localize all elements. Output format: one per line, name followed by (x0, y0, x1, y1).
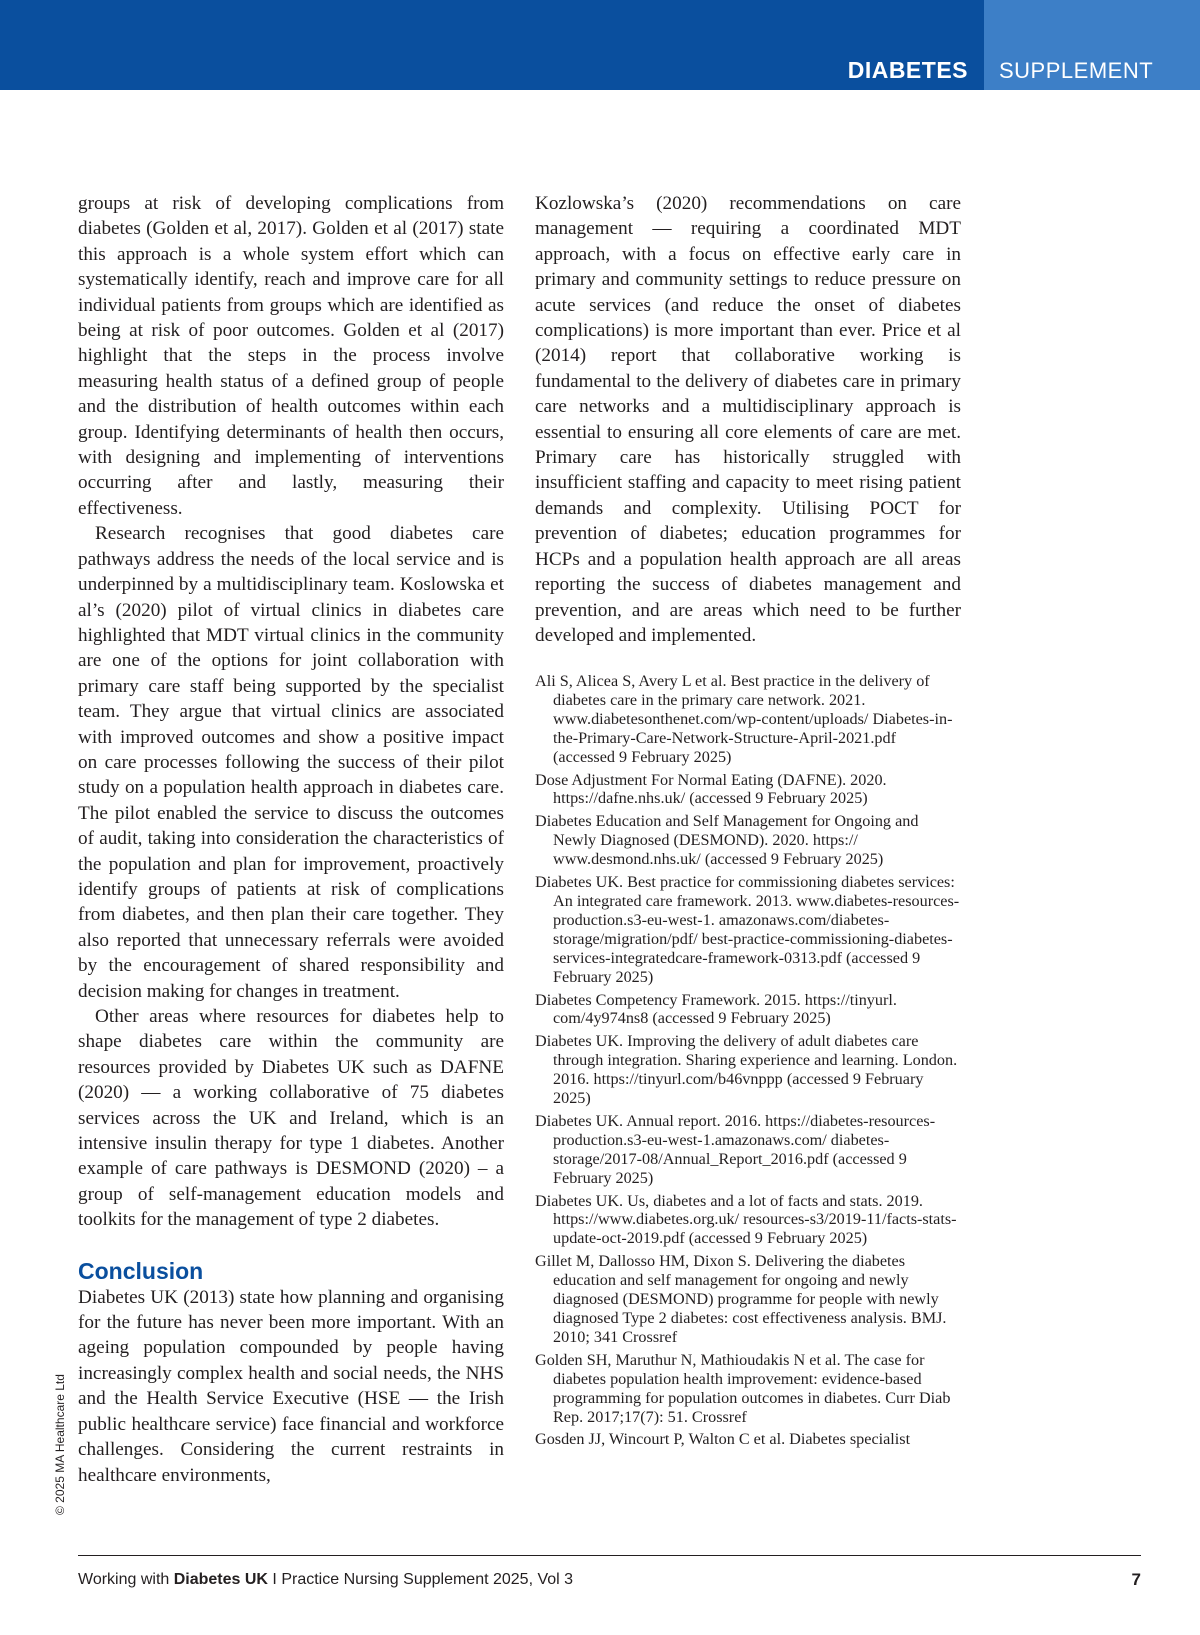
paragraph-kozlowska: Kozlowska’s (2020) recommendations on care management — requiring a coordinated MDT approach, with a focus on effective early care in primary and community settings to reduce pressure on acute services (and reduce the onset of diabetes complications) is more important than ever. Price et al (2014) report that collaborative working is fundamental to the delivery of diabetes care in primary care networks and a multidisciplinary approach is essential to ensuring all core elements of care are met. Primary care has historically struggled with insufficient staffing and capacity to meet rising patient demands and complexity. Utilising POCT for prevention of diabetes; education programmes for HCPs and a population health approach are all areas reporting the success of diabetes management and prevention, and are areas which need to be further developed and implemented. (535, 193, 961, 646)
header-supplement-label: SUPPLEMENT (999, 58, 1154, 83)
reference-item: Diabetes UK. Improving the delivery of adult diabetes care through integration. Sharing experience and learning. London. 2016. https://tinyurl.com/b46vnppp (accessed 9 February 2025) (535, 1032, 958, 1108)
right-column (535, 191, 961, 648)
paragraph-other-areas: Other areas where resources for diabetes help to shape diabetes care within the community are resources provided by Diabetes UK such as DAFNE (2020) — a working collaborative of 75 diabetes services across the UK and Ireland, which is an intensive insulin therapy for type 1 diabetes. Another example of care pathways is DESMOND (2020) – a group of self-management education models and toolkits for the management of type 2 diabetes. (78, 1006, 504, 1231)
reference-item: Diabetes UK. Us, diabetes and a lot of facts and stats. 2019. https://www.diabetes.org.uk/ resources-s3/2019-11/facts-stats-update-oct-2019.pdf (accessed 9 February 2025) (535, 1191, 957, 1248)
copyright-notice: © 2025 MA Healthcare Ltd (53, 1374, 67, 1515)
paragraph-golden: groups at risk of developing complications from diabetes (Golden et al, 2017). Golden et al (2017) state this approach is a whole system effort which can systematically identify, reach and improve care for all individual patients from groups which are identified as being at risk of poor outcomes. Golden et al (2017) highlight that the steps in the process involve measuring health status of a defined group of people and the distribution of health outcomes within each group. Identifying determinants of health then occurs, with designing and implementing of interventions occurring after and lastly, measuring their effectiveness. (78, 193, 504, 519)
header-section-title: DIABETES (847, 57, 968, 83)
conclusion-heading: Conclusion (78, 1257, 204, 1284)
reference-item: Diabetes UK. Best practice for commissioning diabetes services: An integrated care framework. 2013. www.diabetes-resources-production.s3-eu-west-1. amazonaws.com/diabetes-storage/migration/pdf/ best-practice-commissioning-diabetes-services-integratedcare-framework-0313.pdf (accessed 9 February 2025) (535, 873, 960, 986)
reference-item: Diabetes Competency Framework. 2015. https://tinyurl. com/4y974ns8 (accessed 9 February 2025) (535, 990, 897, 1028)
reference-item: Gillet M, Dallosso HM, Dixon S. Delivering the diabetes education and self management for ongoing and newly diagnosed (DESMOND) programme for people with newly diagnosed Type 2 diabetes: cost effectiveness analysis. BMJ. 2010; 341 Crossref (535, 1252, 947, 1346)
paragraph-research: Research recognises that good diabetes care pathways address the needs of the local service and is underpinned by a multidisciplinary team. Koslowska et al’s (2020) pilot of virtual clinics in diabetes care highlighted that MDT virtual clinics in the community are one of the options for joint collaboration with primary care staff being supported by the specialist team. They argue that virtual clinics are associated with improved outcomes and show a positive impact on care processes following the success of their pilot study on a population health approach in diabetes care. The pilot enabled the service to discuss the outcomes of audit, taking into consideration the characteristics of the population and plan for improvement, proactively identify groups of patients at risk of complications from diabetes, and then plan their care together. They also reported that unnecessary referrals were avoided by the encouragement of shared responsibility and decision making for changes in treatment. (78, 523, 504, 1002)
footer-brand: Diabetes UK (173, 1571, 268, 1588)
footer-divider (78, 1555, 1141, 1556)
page-number: 7 (1131, 1570, 1141, 1589)
footer-text (78, 1571, 573, 1589)
reference-item: Diabetes Education and Self Management for Ongoing and Newly Diagnosed (DESMOND). 2020. https:// www.desmond.nhs.uk/ (accessed 9 February 2025) (535, 812, 919, 869)
reference-item: Gosden JJ, Wincourt P, Walton C et al. Diabetes specialist (535, 1430, 911, 1449)
reference-item: Dose Adjustment For Normal Eating (DAFNE). 2020. https://dafne.nhs.uk/ (accessed 9 February 2025) (535, 770, 887, 808)
reference-item: Golden SH, Maruthur N, Mathioudakis N et al. The case for diabetes population health improvement: evidence-based programming for population outcomes in diabetes. Curr Diab Rep. 2017;17(7): 51. Crossref (535, 1350, 951, 1426)
paragraph-conclusion: Diabetes UK (2013) state how planning and organising for the future has never been more important. With an ageing population compounded by people having increasingly complex health and social needs, the NHS and the Health Service Executive (HSE — the Irish public healthcare service) face financial and workforce challenges. Considering the current restraints in healthcare environments, (78, 1286, 504, 1486)
reference-item: Diabetes UK. Annual report. 2016. https://diabetes-resources-production.s3-eu-west-1.amazonaws.com/ diabetes-storage/2017-08/Annual_Report_2016.pdf (accessed 9 February 2025) (535, 1111, 936, 1187)
footer-prefix: Working with (78, 1571, 174, 1588)
left-column (78, 191, 504, 1488)
reference-list (535, 672, 961, 1453)
reference-item: Ali S, Alicea S, Avery L et al. Best practice in the delivery of diabetes care in the primary care network. 2021. www.diabetesonthenet.com/wp-content/uploads/ Diabetes-in-the-Primary-Care-Network-Structure-April-2021.pdf (accessed 9 February 2025) (535, 672, 953, 766)
footer-suffix: I Practice Nursing Supplement 2025, Vol 3 (267, 1571, 574, 1588)
